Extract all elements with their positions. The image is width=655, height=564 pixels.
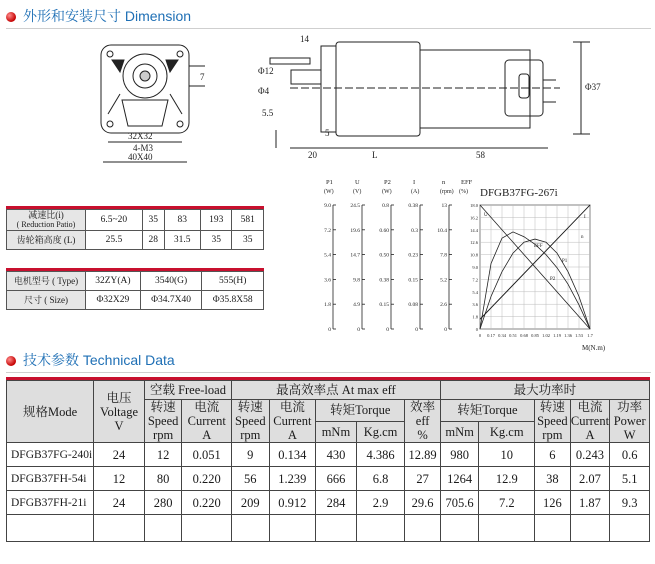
table-cell: 9.3 [610,491,650,515]
curve-label: P2 [550,277,556,282]
tick-label: 5.2 [440,277,447,284]
tick-label: 7.2 [324,227,331,234]
performance-chart [300,172,652,352]
size-value: Φ32X29 [86,291,141,310]
tick-label: 0 [415,327,418,333]
maxpower-current-header [570,400,610,443]
curve-label: U [484,213,488,218]
side-gearbox [321,46,336,132]
front-flange [101,45,189,133]
size-label: 尺寸 ( Size) [7,291,86,310]
table-cell: 2.9 [356,491,405,515]
dimension-title-text: 外形和安装尺寸 Dimension [23,8,192,24]
length-value: 31.5 [164,231,200,250]
eff-tick-label: 1.8 [472,314,478,320]
voltage-label: 电压 [106,390,132,405]
ratio-value: 35 [142,210,164,231]
tick-label: 0.38 [408,203,418,209]
table-cell: 0.243 [570,443,610,467]
x-tick-label: 1.7 [587,333,593,338]
table-cell: 56 [232,467,270,491]
table-cell: 7.2 [479,491,535,515]
ratio-label-cell [7,210,86,231]
axis-name: n [442,179,446,186]
eff-tick-label: 7.2 [472,277,478,283]
side-motor-body [336,42,420,136]
current-en: Current [187,414,226,428]
eff-label: 效率 [410,400,436,414]
table-cell: 280 [144,491,182,515]
table-cell: 0.051 [182,443,232,467]
table-cell: DFGB37FH-21i [7,491,94,515]
x-tick-label: 0.34 [498,333,506,338]
tick-label: 0 [328,327,331,333]
x-tick-label: 0.51 [509,333,517,338]
table-cell: 705.6 [440,491,479,515]
power-en: Power [613,414,646,428]
side-shaft [291,70,321,84]
table-cell: 12.89 [405,443,440,467]
length-value: 25.5 [86,231,143,250]
dim-label: 20 [308,150,317,160]
power-unit: W [623,428,636,442]
speed-unit: rpm [240,428,261,442]
table-cell: 12 [94,467,145,491]
table-cell: 24 [94,443,145,467]
eff-tick-label: 14.4 [470,227,478,233]
dimension-drawing [0,30,655,165]
x-tick-label: 0.68 [520,333,528,338]
table-cell: 1264 [440,467,479,491]
speed-label: 转速 [539,400,565,414]
speed-en: Speed [147,414,179,428]
tick-label: 10.4 [437,227,447,234]
size-value: Φ35.8X58 [202,291,264,310]
tick-label: 0 [386,327,389,333]
kgcm-header: Kg.cm [356,421,405,443]
tick-label: 24.5 [350,203,360,209]
noload-header: 空载 Free-load [144,381,231,400]
ratio-value: 6.5~20 [86,210,143,231]
eff-tick-label: 5.4 [472,289,478,295]
length-value: 35 [232,231,264,250]
table-cell: 29.6 [405,491,440,515]
table-cell: 10 [479,443,535,467]
table-cell: 0.912 [269,491,316,515]
motor-row-type [7,272,264,291]
axis-name: U [355,179,360,186]
axis-unit: (A) [411,189,420,195]
length-value: 35 [200,231,232,250]
voltage-header [94,381,145,443]
maxeff-current-header [269,400,316,443]
title-underline [6,372,651,373]
eff-tick-label: 10.8 [470,252,478,258]
motor-row-size [7,291,264,310]
table-cell: 980 [440,443,479,467]
speed-unit: rpm [153,428,174,442]
tick-label: 5.4 [324,252,331,259]
tick-label: 0 [357,327,360,333]
noload-speed-header [144,400,182,443]
current-label: 电流 [279,400,305,414]
maxeff-torque-header: 转矩Torque [316,400,405,422]
dim-label: 14 [300,34,309,44]
length-value: 28 [142,231,164,250]
table-cell: 5.1 [610,467,650,491]
gearbox-row-length [7,231,264,250]
axis-unit: (V) [353,189,362,195]
tick-label: 0.15 [379,302,389,309]
table-cell: 1.239 [269,467,316,491]
length-label: 齿轮箱高度 (L) [7,231,86,250]
kgcm-header: Kg.cm [479,421,535,443]
tick-label: 0.08 [408,302,418,309]
tick-label: 0.50 [379,252,389,259]
voltage-unit: V [114,418,124,433]
eff-tick-label: 16.2 [470,215,478,221]
voltage-en: Voltage [100,404,139,419]
model-header: 规格Mode [7,381,94,443]
axis-name: P2 [384,179,391,186]
current-label: 电流 [194,400,220,414]
curve-label: I [584,215,586,220]
mnm-header: mNm [316,421,357,443]
tick-label: 9.0 [324,203,331,209]
current-en: Current [570,414,610,428]
tick-label: 9.8 [353,277,360,284]
table-cell: 209 [232,491,270,515]
table-cell: 9 [232,443,270,467]
ratio-value: 83 [164,210,200,231]
table-cell: DFGB37FG-240i [7,443,94,467]
curve-label: n [581,235,584,240]
x-tick-label: 1.19 [553,333,561,338]
dim-label: 7 [200,72,205,82]
dim-label: 40X40 [128,152,153,162]
table-cell: 6.8 [356,467,405,491]
tick-label: 2.6 [440,302,447,309]
type-value: 555(H) [202,272,264,291]
dim-label: Φ4 [258,86,270,96]
table-row [7,491,650,515]
x-tick-label: 0.17 [487,333,495,338]
speed-unit: rpm [542,428,563,442]
gearbox-table [6,209,264,250]
power-label: 功率 [617,400,643,414]
table-cell: 666 [316,467,357,491]
ratio-value: 193 [200,210,232,231]
dim-label: 4-M3 [133,143,153,153]
table-cell: 284 [316,491,357,515]
table-cell: 80 [144,467,182,491]
table-cell: 0.6 [610,443,650,467]
maxeff-header: 最高效率点 At max eff [232,381,441,400]
eff-en: eff [415,414,430,428]
tick-label: 13 [441,203,447,209]
tick-label: 0.15 [408,277,418,284]
tech-title-text: 技术参数 Technical Data [23,352,175,368]
table-cell: 0.134 [269,443,316,467]
dim-label: Φ12 [258,66,274,76]
tech-table [6,380,650,542]
tick-label: 0.3 [411,227,418,234]
current-unit: A [287,428,297,442]
maxpower-header: 最大功率时 [440,381,649,400]
table-cell: 6 [535,443,570,467]
tick-label: 7.8 [440,252,447,259]
x-tick-label: 0.85 [531,333,539,338]
ratio-value: 581 [232,210,264,231]
eff-header [405,400,440,443]
tick-label: 0.38 [379,277,389,284]
title-underline [6,28,651,29]
dim-label: 5 [325,128,330,138]
chart-title: DFGB37FG-267i [480,187,558,199]
table-cell: 27 [405,467,440,491]
table-cell: 12 [144,443,182,467]
noload-current-header [182,400,232,443]
size-value: Φ34.7X40 [140,291,202,310]
eff-tick-label: 3.6 [472,302,478,308]
current-en: Current [273,414,312,428]
table-row [7,467,650,491]
dimension-section-title [6,6,191,26]
table-cell: 4.386 [356,443,405,467]
axis-unit: (W) [382,189,392,195]
tech-header-row-1 [7,381,650,400]
speed-en: Speed [235,414,266,428]
tick-label: 3.6 [324,277,331,284]
x-tick-label: 1.53 [575,333,583,338]
x-tick-label: 1.36 [564,333,572,338]
axis-unit: (W) [324,189,334,195]
curve-label: P1 [562,259,568,264]
axis-name: EFF [461,179,473,186]
gearbox-row-ratio [7,210,264,231]
tick-label: 0.60 [379,227,389,234]
eff-tick-label: 0 [475,327,478,332]
ratio-sublabel: ( Reduction Patio) [16,220,76,229]
tick-label: 4.9 [353,302,360,309]
dim-label: L [372,150,378,160]
axis-name: P1 [326,179,333,186]
table-cell: 2.07 [570,467,610,491]
ratio-label: 减速比(i) [28,210,64,220]
table-cell: 0.220 [182,467,232,491]
speed-label: 转速 [150,400,176,414]
dim-label: 58 [476,150,485,160]
dim-label: 5.5 [262,108,274,118]
eff-unit: % [417,428,428,442]
chart-xlabel: M(N.m) [582,344,606,352]
mnm-header: mNm [440,421,479,443]
maxeff-speed-header [232,400,270,443]
maxpower-torque-header: 转矩Torque [440,400,534,422]
current-label: 电流 [577,400,603,414]
maxpower-speed-header [535,400,570,443]
current-unit: A [202,428,212,442]
tick-label: 14.7 [350,252,360,259]
motor-table [6,271,264,310]
table-row [7,443,650,467]
table-cell: 38 [535,467,570,491]
red-bullet-icon [6,12,16,22]
tick-label: 0.23 [408,252,418,259]
table-cell: 0.220 [182,491,232,515]
table-cell: 12.9 [479,467,535,491]
dim-label: 32X32 [128,131,153,141]
table-cell: 430 [316,443,357,467]
tick-label: 0.8 [382,203,389,209]
eff-tick-label: 9.0 [472,265,478,270]
speed-en: Speed [537,414,568,428]
power-header [610,400,650,443]
type-label: 电机型号 ( Type) [7,272,86,291]
tick-label: 1.8 [324,302,331,309]
curve-label: EFF [534,244,543,249]
red-bullet-icon [6,356,16,366]
table-cell: DFGB37FH-54i [7,467,94,491]
axis-unit: (rpm) [440,189,454,195]
table-cell: 1.87 [570,491,610,515]
x-tick-label: 1.02 [542,333,550,338]
type-value: 3540(G) [140,272,202,291]
current-unit: A [585,428,595,442]
eff-tick-label: 18.0 [470,203,478,208]
table-cell: 126 [535,491,570,515]
dim-label: Φ37 [585,82,601,92]
eff-tick-label: 12.6 [470,240,478,246]
speed-label: 转速 [237,400,263,414]
table-row-empty [7,515,650,542]
tick-label: 19.6 [350,227,360,234]
axis-unit: (%) [459,189,468,195]
type-value: 32ZY(A) [86,272,141,291]
table-cell: 24 [94,491,145,515]
x-tick-label: 0 [478,333,482,338]
tick-label: 0 [444,327,447,333]
axis-name: I [413,179,416,186]
tech-section-title [6,350,175,370]
